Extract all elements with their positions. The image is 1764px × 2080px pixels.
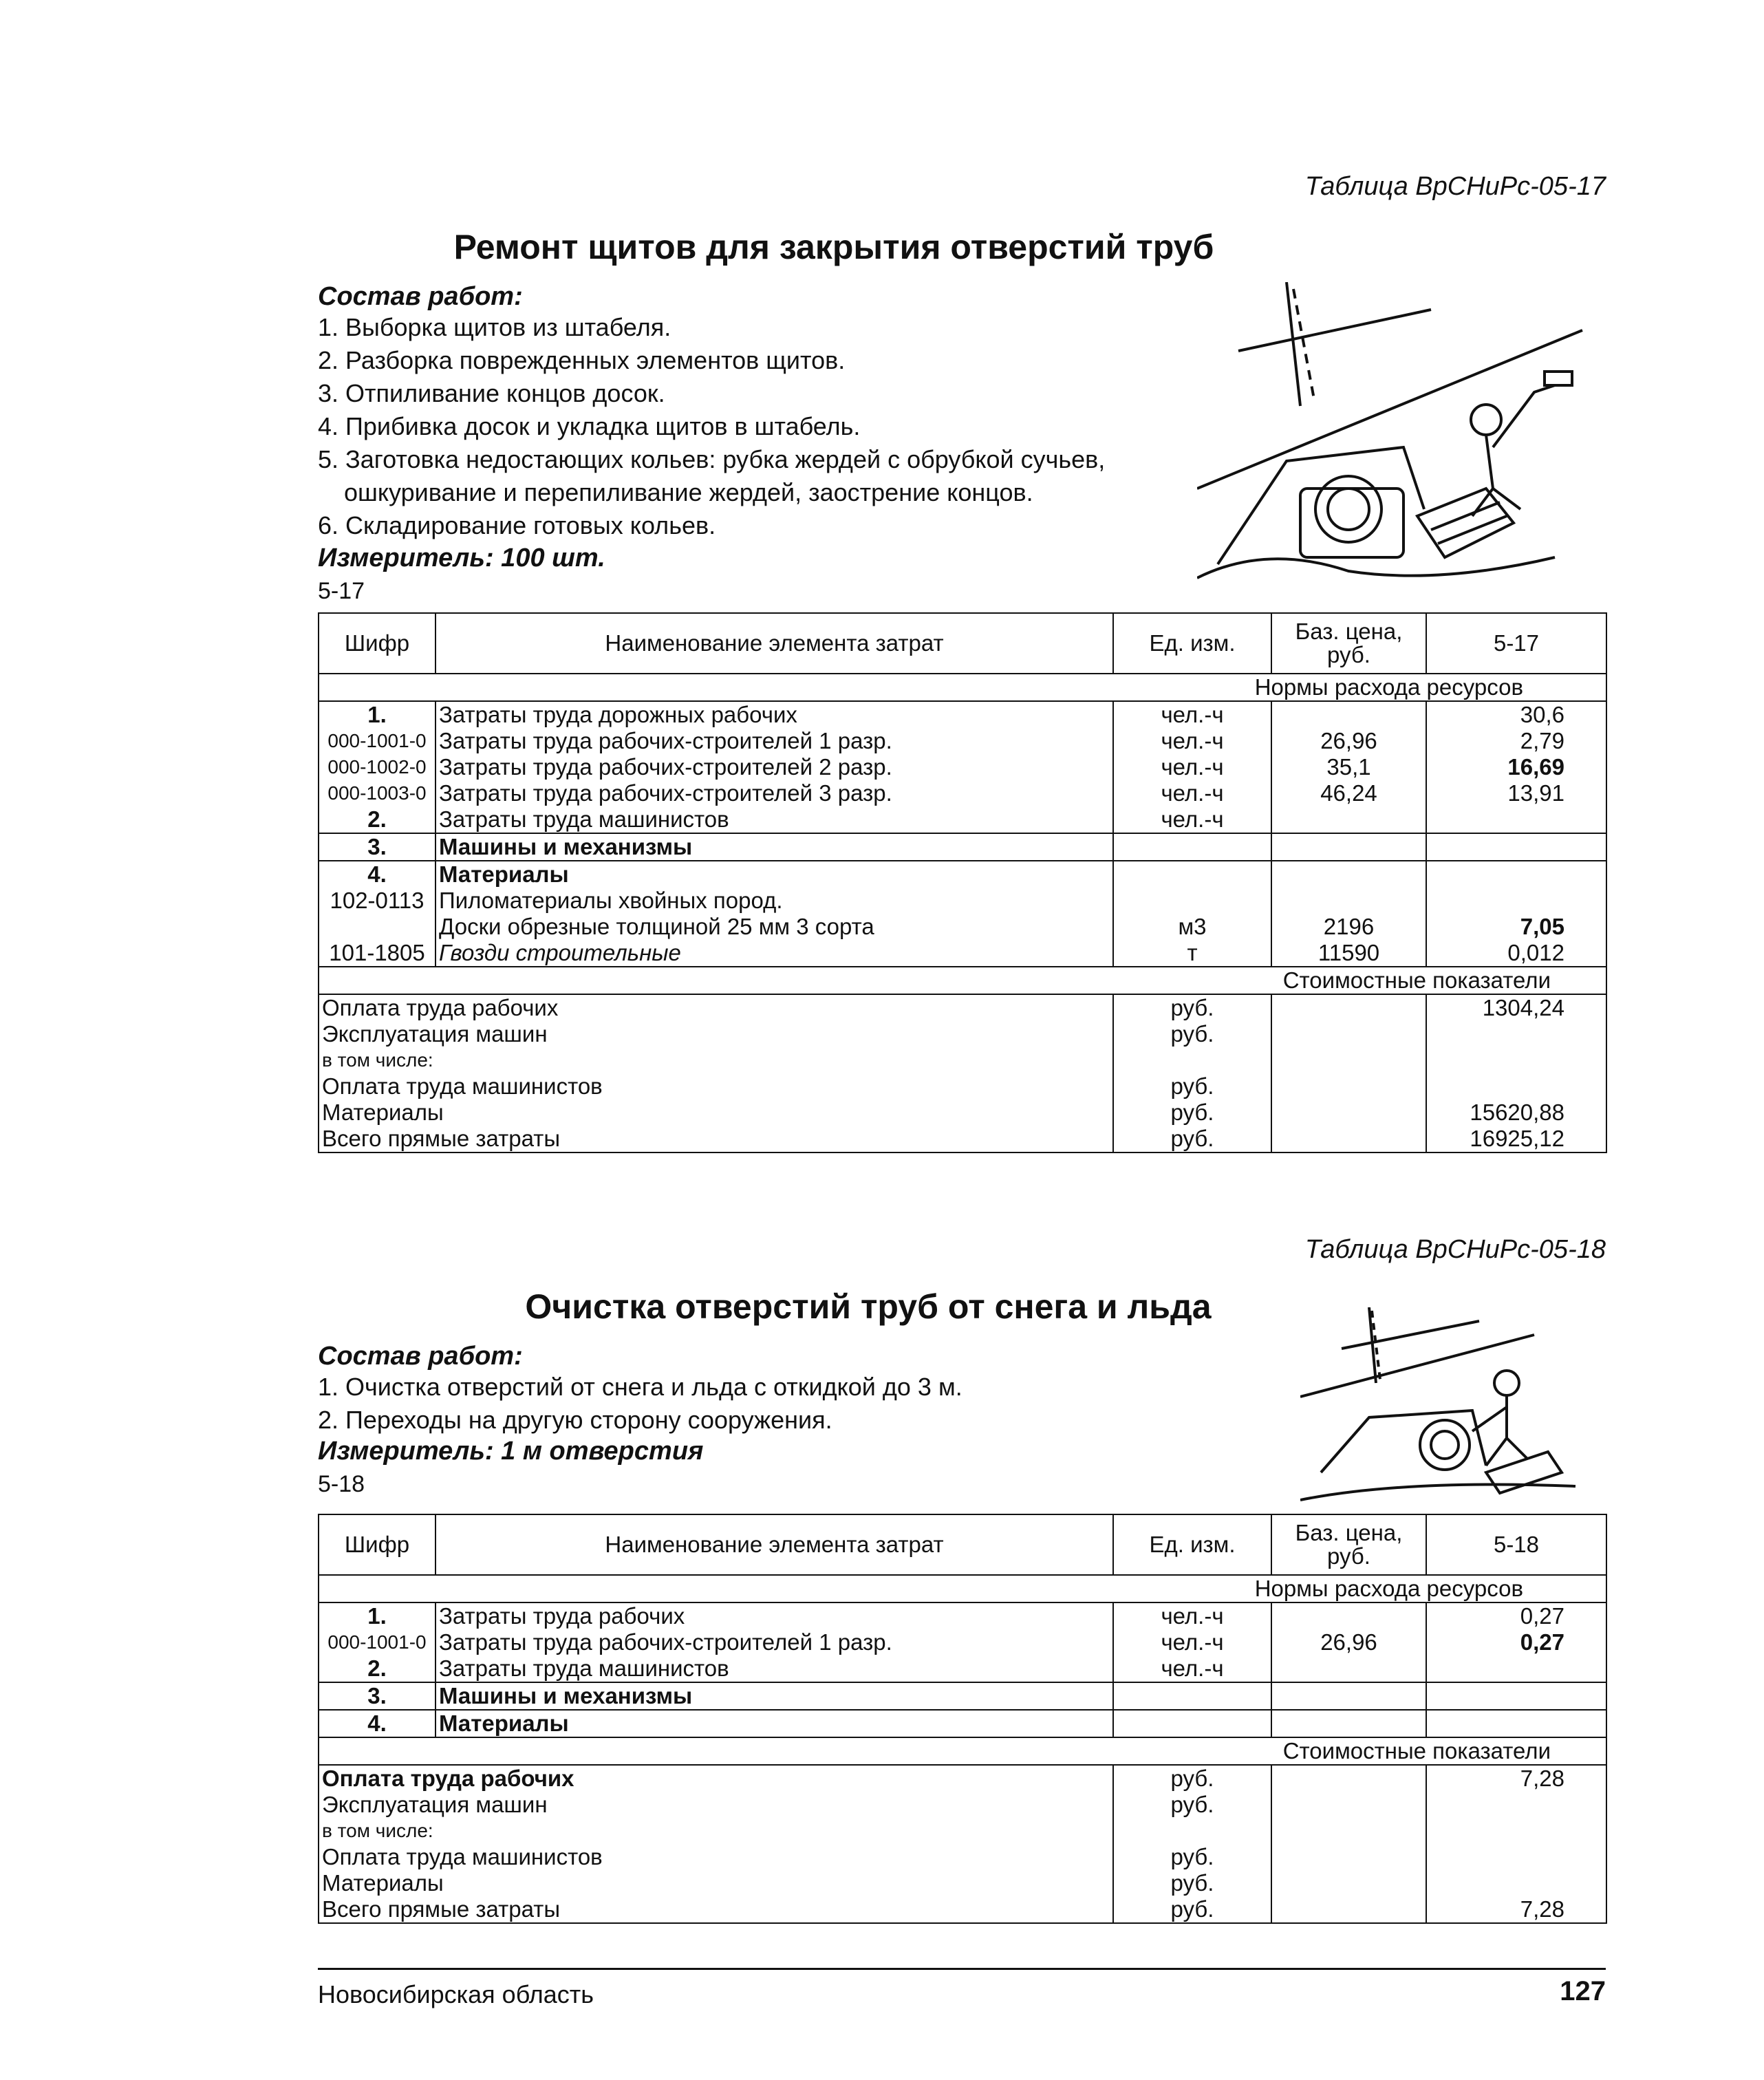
work-item: 4. Прибивка досок и укладка щитов в штабель. bbox=[318, 412, 861, 440]
cost-value bbox=[1426, 1021, 1606, 1047]
row-price bbox=[1271, 888, 1426, 914]
cost-name: Эксплуатация машин bbox=[319, 1792, 1113, 1818]
measure-unit: Измеритель: 100 шт. bbox=[318, 544, 605, 572]
cost-unit: руб. bbox=[1113, 1126, 1271, 1152]
row-price bbox=[1271, 1682, 1426, 1710]
work-items-list bbox=[318, 311, 1105, 542]
table-row bbox=[319, 1655, 1606, 1682]
row-name: Затраты труда рабочих-строителей 1 разр. bbox=[435, 1629, 1113, 1655]
section-row bbox=[319, 967, 1606, 994]
row-price bbox=[1271, 861, 1426, 888]
empty-cell bbox=[1271, 1844, 1426, 1870]
row-unit: чел.-ч bbox=[1113, 754, 1271, 780]
row-unit: чел.-ч bbox=[1113, 1629, 1271, 1655]
empty-cell bbox=[1271, 1047, 1426, 1073]
header-norm: 5-17 bbox=[1426, 613, 1606, 674]
cost-unit: руб. bbox=[1113, 1792, 1271, 1818]
work-item: 3. Отпиливание концов досок. bbox=[318, 379, 665, 407]
cost-unit: руб. bbox=[1113, 994, 1271, 1021]
row-unit bbox=[1113, 1682, 1271, 1710]
row-unit: чел.-ч bbox=[1113, 1602, 1271, 1629]
row-value bbox=[1426, 1655, 1606, 1682]
empty-cell bbox=[1271, 1100, 1426, 1126]
row-value: 16,69 bbox=[1426, 754, 1606, 780]
work-item: 2. Разборка поврежденных элементов щитов. bbox=[318, 346, 846, 374]
row-unit: м3 bbox=[1113, 914, 1271, 940]
work-item: 5. Заготовка недостающих кольев: рубка жердей с обрубкой сучьев, bbox=[318, 445, 1106, 473]
row-value bbox=[1426, 833, 1606, 861]
cost-value: 1304,24 bbox=[1426, 994, 1606, 1021]
empty-cell bbox=[1271, 1765, 1426, 1792]
row-name: Затраты труда дорожных рабочих bbox=[435, 701, 1113, 728]
cost-row bbox=[319, 1047, 1606, 1073]
section-row bbox=[319, 674, 1606, 701]
header-norm: 5-18 bbox=[1426, 1514, 1606, 1575]
row-unit bbox=[1113, 833, 1271, 861]
table-code: 5-17 bbox=[318, 578, 365, 604]
page-number: 127 bbox=[1560, 1976, 1606, 2006]
row-value: 13,91 bbox=[1426, 780, 1606, 806]
header-price: Баз. цена, руб. bbox=[1271, 1514, 1426, 1575]
empty-cell bbox=[1271, 1126, 1426, 1152]
row-code bbox=[319, 914, 435, 940]
table-row bbox=[319, 1682, 1606, 1710]
row-code: 000-1001-0 bbox=[319, 728, 435, 754]
cost-unit bbox=[1113, 1818, 1271, 1844]
cost-name: Оплата труда машинистов bbox=[319, 1073, 1113, 1100]
row-name: Пиломатериалы хвойных пород. bbox=[435, 888, 1113, 914]
empty-cell bbox=[1271, 1792, 1426, 1818]
norms-label: Нормы расхода ресурсов bbox=[319, 1575, 1606, 1602]
footer-region: Новосибирская область bbox=[318, 1980, 594, 2008]
table-row bbox=[319, 940, 1606, 967]
row-value bbox=[1426, 888, 1606, 914]
table-caption: Таблица ВрСНиРс-05-18 bbox=[1304, 1235, 1606, 1264]
cost-name: Всего прямые затраты bbox=[319, 1126, 1113, 1152]
row-price bbox=[1271, 701, 1426, 728]
cost-unit: руб. bbox=[1113, 1073, 1271, 1100]
row-price: 11590 bbox=[1271, 940, 1426, 967]
section-title: Ремонт щитов для закрытия отверстий труб bbox=[453, 228, 1214, 266]
cost-row bbox=[319, 1792, 1606, 1818]
cost-row bbox=[319, 1765, 1606, 1792]
row-unit: чел.-ч bbox=[1113, 728, 1271, 754]
norms-label: Нормы расхода ресурсов bbox=[319, 674, 1606, 701]
cost-row bbox=[319, 1896, 1606, 1923]
cost-value bbox=[1426, 1818, 1606, 1844]
row-name: Материалы bbox=[435, 861, 1113, 888]
cost-unit: руб. bbox=[1113, 1870, 1271, 1896]
row-code: 102-0113 bbox=[319, 888, 435, 914]
row-price bbox=[1271, 833, 1426, 861]
table-caption: Таблица ВрСНиРс-05-17 bbox=[1304, 172, 1606, 201]
row-value: 30,6 bbox=[1426, 701, 1606, 728]
cost-name: Материалы bbox=[319, 1100, 1113, 1126]
row-price bbox=[1271, 806, 1426, 833]
cost-unit: руб. bbox=[1113, 1100, 1271, 1126]
row-price bbox=[1271, 1710, 1426, 1737]
row-name: Доски обрезные толщиной 25 мм 3 сорта bbox=[435, 914, 1113, 940]
resource-table bbox=[318, 612, 1607, 1153]
row-code: 4. bbox=[319, 1710, 435, 1737]
empty-cell bbox=[1271, 1073, 1426, 1100]
table-row bbox=[319, 728, 1606, 754]
work-item: 2. Переходы на другую сторону сооружения. bbox=[318, 1406, 832, 1434]
row-name: Гвозди строительные bbox=[435, 940, 1113, 967]
resource-table bbox=[318, 1514, 1607, 1924]
row-value: 7,05 bbox=[1426, 914, 1606, 940]
cost-row bbox=[319, 1100, 1606, 1126]
cost-unit: руб. bbox=[1113, 1765, 1271, 1792]
table-row bbox=[319, 701, 1606, 728]
table-row bbox=[319, 861, 1606, 888]
cost-name: Эксплуатация машин bbox=[319, 1021, 1113, 1047]
table-row bbox=[319, 806, 1606, 833]
row-unit bbox=[1113, 861, 1271, 888]
row-price: 26,96 bbox=[1271, 1629, 1426, 1655]
row-price: 35,1 bbox=[1271, 754, 1426, 780]
row-unit: чел.-ч bbox=[1113, 806, 1271, 833]
cost-name: Всего прямые затраты bbox=[319, 1896, 1113, 1923]
row-code: 000-1002-0 bbox=[319, 754, 435, 780]
row-code: 000-1001-0 bbox=[319, 1629, 435, 1655]
row-name: Затраты труда машинистов bbox=[435, 806, 1113, 833]
row-value: 0,27 bbox=[1426, 1602, 1606, 1629]
row-price: 26,96 bbox=[1271, 728, 1426, 754]
row-unit bbox=[1113, 1710, 1271, 1737]
header-unit: Ед. изм. bbox=[1113, 613, 1271, 674]
cost-name: Материалы bbox=[319, 1870, 1113, 1896]
row-name: Затраты труда рабочих-строителей 3 разр. bbox=[435, 780, 1113, 806]
header-name: Наименование элемента затрат bbox=[435, 1514, 1113, 1575]
cost-value bbox=[1426, 1073, 1606, 1100]
table-row bbox=[319, 780, 1606, 806]
header-cipher: Шифр bbox=[319, 1514, 435, 1575]
measure-unit: Измеритель: 1 м отверстия bbox=[318, 1437, 704, 1466]
row-value bbox=[1426, 1682, 1606, 1710]
row-value bbox=[1426, 806, 1606, 833]
row-name: Машины и механизмы bbox=[435, 1682, 1113, 1710]
cost-value bbox=[1426, 1047, 1606, 1073]
row-unit: т bbox=[1113, 940, 1271, 967]
row-name: Затраты труда машинистов bbox=[435, 1655, 1113, 1682]
header-name: Наименование элемента затрат bbox=[435, 613, 1113, 674]
table-row bbox=[319, 888, 1606, 914]
worker-illustration bbox=[1197, 282, 1610, 585]
cost-row bbox=[319, 1073, 1606, 1100]
row-code: 4. bbox=[319, 861, 435, 888]
cost-value: 16925,12 bbox=[1426, 1126, 1606, 1152]
table-row bbox=[319, 914, 1606, 940]
empty-cell bbox=[1271, 994, 1426, 1021]
cost-name: в том числе: bbox=[319, 1818, 1113, 1844]
cost-row bbox=[319, 1126, 1606, 1152]
row-code: 1. bbox=[319, 1602, 435, 1629]
row-price bbox=[1271, 1602, 1426, 1629]
cost-label: Стоимостные показатели bbox=[319, 1737, 1606, 1765]
row-unit: чел.-ч bbox=[1113, 701, 1271, 728]
row-value: 2,79 bbox=[1426, 728, 1606, 754]
header-cipher: Шифр bbox=[319, 613, 435, 674]
header-price: Баз. цена, руб. bbox=[1271, 613, 1426, 674]
empty-cell bbox=[1271, 1021, 1426, 1047]
row-name: Материалы bbox=[435, 1710, 1113, 1737]
cost-unit bbox=[1113, 1047, 1271, 1073]
row-unit: чел.-ч bbox=[1113, 1655, 1271, 1682]
header-unit: Ед. изм. bbox=[1113, 1514, 1271, 1575]
row-name: Машины и механизмы bbox=[435, 833, 1113, 861]
cost-value: 7,28 bbox=[1426, 1765, 1606, 1792]
table-header-row bbox=[319, 613, 1606, 674]
cost-value: 7,28 bbox=[1426, 1896, 1606, 1923]
cost-name: Оплата труда рабочих bbox=[319, 1765, 1113, 1792]
work-item: 1. Очистка отверстий от снега и льда с откидкой до 3 м. bbox=[318, 1373, 962, 1401]
row-price: 2196 bbox=[1271, 914, 1426, 940]
row-value bbox=[1426, 861, 1606, 888]
work-item: ошкуривание и перепиливание жердей, заострение концов. bbox=[344, 478, 1033, 506]
row-code: 000-1003-0 bbox=[319, 780, 435, 806]
work-items-list bbox=[318, 1371, 962, 1437]
row-code: 1. bbox=[319, 701, 435, 728]
cost-value bbox=[1426, 1792, 1606, 1818]
cost-value bbox=[1426, 1844, 1606, 1870]
empty-cell bbox=[1271, 1896, 1426, 1923]
table-code: 5-18 bbox=[318, 1471, 365, 1497]
cost-row bbox=[319, 1870, 1606, 1896]
cost-name: Оплата труда машинистов bbox=[319, 1844, 1113, 1870]
row-name: Затраты труда рабочих-строителей 2 разр. bbox=[435, 754, 1113, 780]
row-price: 46,24 bbox=[1271, 780, 1426, 806]
work-composition-label: Состав работ: bbox=[318, 1342, 523, 1371]
section-row bbox=[319, 1737, 1606, 1765]
table-row bbox=[319, 1710, 1606, 1737]
row-code: 101-1805 bbox=[319, 940, 435, 967]
row-name: Затраты труда рабочих bbox=[435, 1602, 1113, 1629]
work-item: 1. Выборка щитов из штабеля. bbox=[318, 313, 671, 341]
row-unit: чел.-ч bbox=[1113, 780, 1271, 806]
footer-divider bbox=[318, 1968, 1606, 1970]
table-row bbox=[319, 754, 1606, 780]
row-name: Затраты труда рабочих-строителей 1 разр. bbox=[435, 728, 1113, 754]
row-value: 0,27 bbox=[1426, 1629, 1606, 1655]
row-code: 2. bbox=[319, 806, 435, 833]
cost-value bbox=[1426, 1870, 1606, 1896]
work-item: 6. Складирование готовых кольев. bbox=[318, 511, 716, 539]
snow-clearing-illustration bbox=[1300, 1307, 1589, 1514]
table-row bbox=[319, 1629, 1606, 1655]
section-row bbox=[319, 1575, 1606, 1602]
cost-row bbox=[319, 1818, 1606, 1844]
empty-cell bbox=[1271, 1818, 1426, 1844]
row-value bbox=[1426, 1710, 1606, 1737]
cost-row bbox=[319, 1844, 1606, 1870]
cost-row bbox=[319, 994, 1606, 1021]
row-price bbox=[1271, 1655, 1426, 1682]
cost-unit: руб. bbox=[1113, 1021, 1271, 1047]
cost-unit: руб. bbox=[1113, 1896, 1271, 1923]
cost-value: 15620,88 bbox=[1426, 1100, 1606, 1126]
table-row bbox=[319, 833, 1606, 861]
table-header-row bbox=[319, 1514, 1606, 1575]
cost-name: в том числе: bbox=[319, 1047, 1113, 1073]
row-value: 0,012 bbox=[1426, 940, 1606, 967]
work-composition-label: Состав работ: bbox=[318, 282, 523, 311]
cost-unit: руб. bbox=[1113, 1844, 1271, 1870]
table-row bbox=[319, 1602, 1606, 1629]
empty-cell bbox=[1271, 1870, 1426, 1896]
cost-label: Стоимостные показатели bbox=[319, 967, 1606, 994]
row-unit bbox=[1113, 888, 1271, 914]
cost-row bbox=[319, 1021, 1606, 1047]
row-code: 3. bbox=[319, 833, 435, 861]
row-code: 2. bbox=[319, 1655, 435, 1682]
section-title: Очистка отверстий труб от снега и льда bbox=[525, 1287, 1212, 1326]
row-code: 3. bbox=[319, 1682, 435, 1710]
cost-name: Оплата труда рабочих bbox=[319, 994, 1113, 1021]
